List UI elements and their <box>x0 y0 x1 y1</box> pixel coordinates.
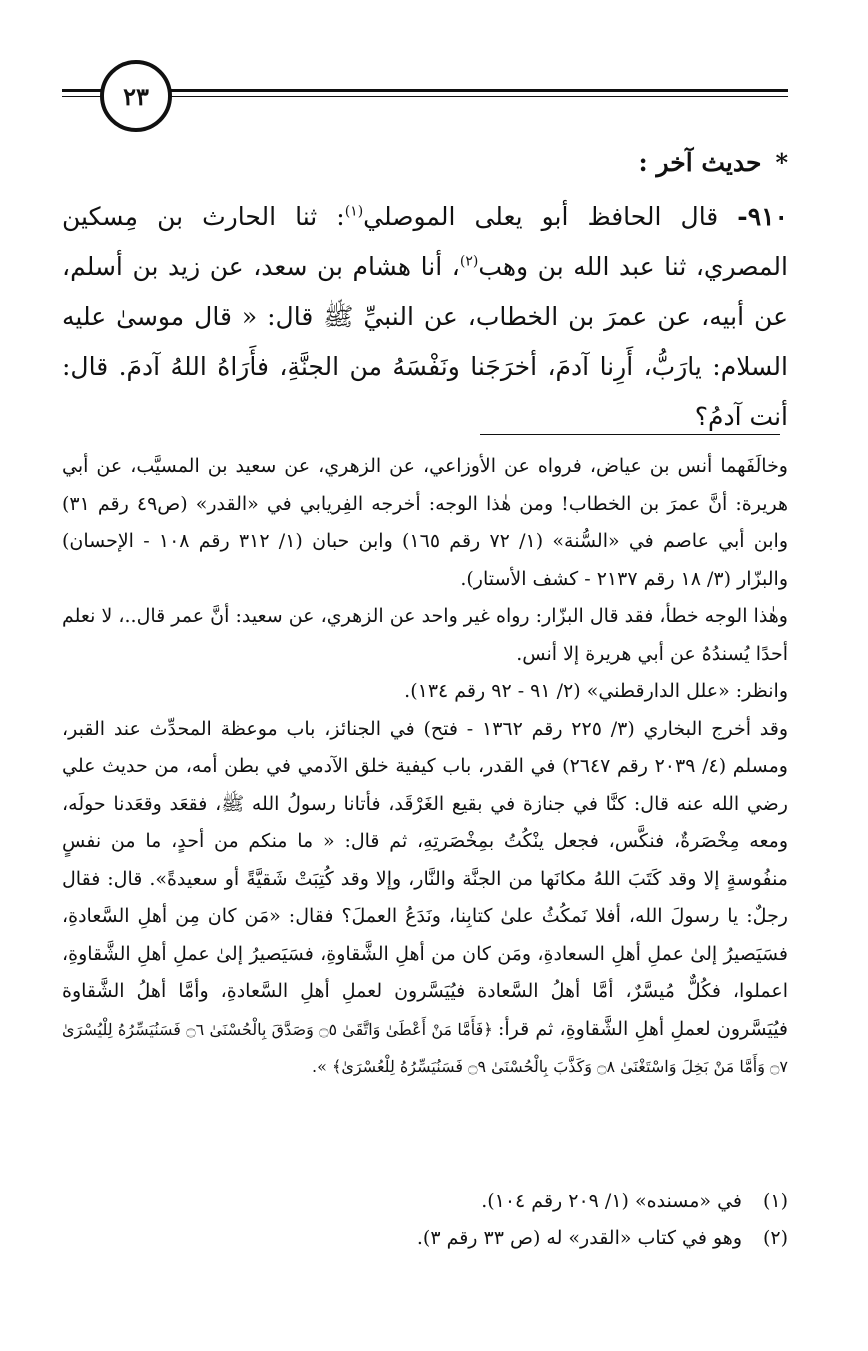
hadith-number: ٩١٠- <box>737 202 788 231</box>
footnote-paragraph: وخالَفَهما أنس بن عياض، فرواه عن الأوزاعي، عن الزهري، عن سعيد بن المسيَّب، عن أبي هريرة: أنَّ عمرَ بن الخطاب! ومن هٰذا الوجه: أخرجه الفِريابي في «القدر» (ص٤٩ رقم ٣١) وابن أبي عاصم في «السُّنة» (١/ ٧٢ رقم ١٦٥) وابن حبان (١/ ٣١٢ رقم ١٠٨ - الإحسان) والبزّار (٣/ ١٨ رقم ٢١٣٧ - كشف الأستار). <box>62 455 789 590</box>
hadith-segment: : ثنا الحارث بن مِسكين المصري، ثنا عبد الله بن وهب <box>62 202 788 281</box>
footnote-paragraph: وانظر: «علل الدارقطني» (٢/ ٩١ - ٩٢ رقم ١٣٤). <box>404 680 788 702</box>
section-title: حديث آخر : <box>638 148 762 177</box>
footnote-ref: (١) <box>344 203 364 220</box>
footnote-paragraph <box>62 711 788 1086</box>
footnote-number: (٢) <box>762 1227 788 1249</box>
page-number: ٢٣ <box>100 60 172 132</box>
footnote-paragraph: وهٰذا الوجه خطأ، فقد قال البزّار: رواه غير واحد عن الزهري، عن سعيد: أنَّ عمر قال..، لا نعلم أحدًا يُسندُهُ عن أبي هريرة إلا أنس. <box>62 605 788 665</box>
footnote-text: وهو في كتاب «القدر» له (ص ٣٣ رقم ٣). <box>416 1227 742 1249</box>
footnote-item <box>62 1183 788 1220</box>
quran-verse: ﴿فَأَمَّا مَنْ أَعْطَىٰ وَاتَّقَىٰ ۝٥ وَصَدَّقَ بِالْحُسْنَىٰ ۝٦ فَسَنُيَسِّرُهُ لِلْيُسْرَىٰ ۝٧ وَأَمَّا مَنْ بَخِلَ وَاسْتَغْنَىٰ ۝٨ وَكَذَّبَ بِالْحُسْنَىٰ ۝٩ فَسَنُيَسِّرُهُ لِلْعُسْرَىٰ﴾ ». <box>62 1019 788 1076</box>
main-text <box>62 140 788 442</box>
section-heading <box>62 140 788 186</box>
footnote-item <box>62 1220 788 1257</box>
header-rule <box>168 96 788 97</box>
footnotes <box>62 1183 788 1257</box>
footnote-continuation <box>62 448 788 1086</box>
hadith-segment: قال الحافظ أبو يعلى الموصلي <box>363 202 738 231</box>
hadith-text <box>62 192 788 442</box>
hadith-segment: ، أنا هشام بن سعد، عن زيد بن أسلم، عن أبيه، عن عمرَ بن الخطاب، عن النبيِّ ﷺ قال: « قال موسىٰ عليه السلام: يارَبُّ، أَرِنا آدمَ، أخرَجَنا ونَفْسَهُ من الجنَّةِ، فأَرَاهُ اللهُ آدمَ. قال: أنت آدمُ؟ <box>62 252 788 431</box>
footnote-text: في «مسنده» (١/ ٢٠٩ رقم ١٠٤). <box>481 1190 742 1212</box>
footnote-segment: وقد أخرج البخاري (٣/ ٢٢٥ رقم ١٣٦٢ - فتح) في الجنائز، باب موعظة المحدِّث عند القبر، ومسلم (٤/ ٢٠٣٩ رقم ٢٦٤٧) في القدر، باب كيفية خلق الآدمي في بطن أمه، من حديث علي رضي الله عنه قال: كنَّا في جنازة في بقيع الغَرْقَد، فأتانا رسولُ الله ﷺ، فقعَد وقعَدنا حولَه، ومعه مِخْصَرةٌ، فنكَّس، فجعل ينْكُتُ بمِخْصَرتِهِ، ثم قال: « ما منكم من أحدٍ، ما من نفسٍ منفُوسةٍ إلا وقد كَتَبَ اللهُ مكانَها من الجنَّة والنَّار، وإلا وقد كُتِبَتْ شَقيَّةً أو سعيدةً». قال: فقال رجلٌ: يا رسولَ الله، أفلا نَمكُثُ علىٰ كتابِنا، ونَدَعُ العملَ؟ فقال: «مَن كان مِن أهلِ السَّعادةِ، فسَيَصيرُ إلىٰ عملِ أهلِ السعادةِ، ومَن كان من أهلِ الشَّقاوةِ، فسَيَصيرُ إلىٰ عملِ أهلِ الشَّقاوةِ، اعملوا، فكُلٌّ مُيسَّرٌ، أمَّا أهلُ السَّعادة فيُيَسَّرون لعملِ أهلِ السَّعادةِ، وأمَّا أهلُ الشَّقاوة فيُيَسَّرون لعملِ أهلِ الشَّقاوةِ، ثم قرأ: <box>62 717 789 1040</box>
footnote-number: (١) <box>762 1190 788 1212</box>
asterisk-icon: * <box>775 148 788 177</box>
header-rule <box>168 89 788 92</box>
footnote-separator <box>480 434 780 435</box>
footnote-ref: (٢) <box>459 253 479 270</box>
